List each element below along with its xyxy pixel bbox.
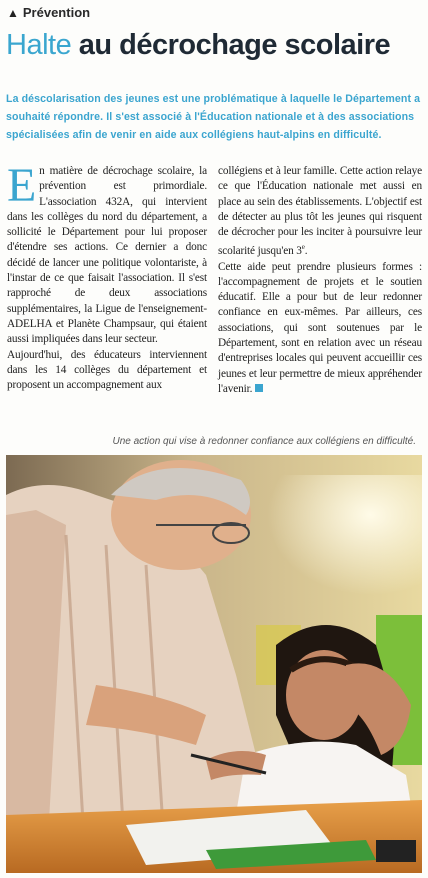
end-of-article-square-icon — [255, 384, 263, 392]
article-lede: La déscolarisation des jeunes est une problématique à laquelle le Département a souhaité répondre. Il s'est associé à l'Éducation nationale et à des associations spécialisées afin de venir en aide aux collégiens haut-alpins en difficulté. — [6, 93, 421, 141]
section-label — [7, 5, 90, 20]
article-photo — [6, 455, 422, 873]
body-paragraph-text: Cette aide peut prendre plusieurs formes : l'accompagnement de projets et le soutien éducatif. Elle a pour but de leur redonner confiance en eux-mêmes. Par ailleurs, ces associations, qui sont soutenues par le Département, sont en relation avec un réseau d'entreprises locales qui peuvent accueillir ces jeunes et leur permettre de mieux appréhender l'avenir. — [218, 260, 422, 395]
title-accent: Halte — [6, 29, 72, 61]
drop-cap: E — [7, 159, 37, 212]
ordinal-superscript: e — [301, 243, 305, 252]
body-paragraph: Aujourd'hui, des éducateurs interviennent dans les 14 collèges du département et proposent un accompagnement aux — [7, 348, 207, 392]
body-column-right — [218, 164, 422, 397]
body-paragraph — [7, 159, 207, 348]
body-paragraph-text: n matière de décrochage scolaire, la prévention est primordiale. L'association 432A, qui intervient dans les collèges du nord du département, a sollicité le Département pour lui proposer d'étendre ses actions. Ce dernier a donc décidé de lancer une politique volontariste, à l'instar de ce que faisait l'association. Il s'est rapproché de deux associations supplémentaires, la Ligue de l'enseignement-ADELHA et Planète Champsaur, qui étaient aussi impliquées dans leur secteur. — [7, 165, 207, 346]
body-paragraph — [218, 164, 422, 260]
section-label-text: Prévention — [22, 5, 91, 20]
body-paragraph-text: collégiens et à leur famille. Cette action relaye ce que l'Éducation nationale met aussi en place au sein des établissements. L'objectif est de détecter au plus tôt les jeunes qui risquent de décrocher pour les inciter à poursuivre leur scolarité jusqu'en 3 — [218, 165, 422, 258]
article-title — [6, 28, 422, 62]
photo-illustration — [6, 455, 422, 873]
body-column-left — [7, 159, 207, 393]
title-main: au décrochage scolaire — [78, 29, 391, 61]
photo-caption: Une action qui vise à redonner confiance aux collégiens en difficulté. — [112, 436, 416, 447]
period: . — [304, 245, 308, 258]
body-paragraph — [218, 260, 422, 398]
triangle-icon: ▲ — [7, 6, 19, 20]
